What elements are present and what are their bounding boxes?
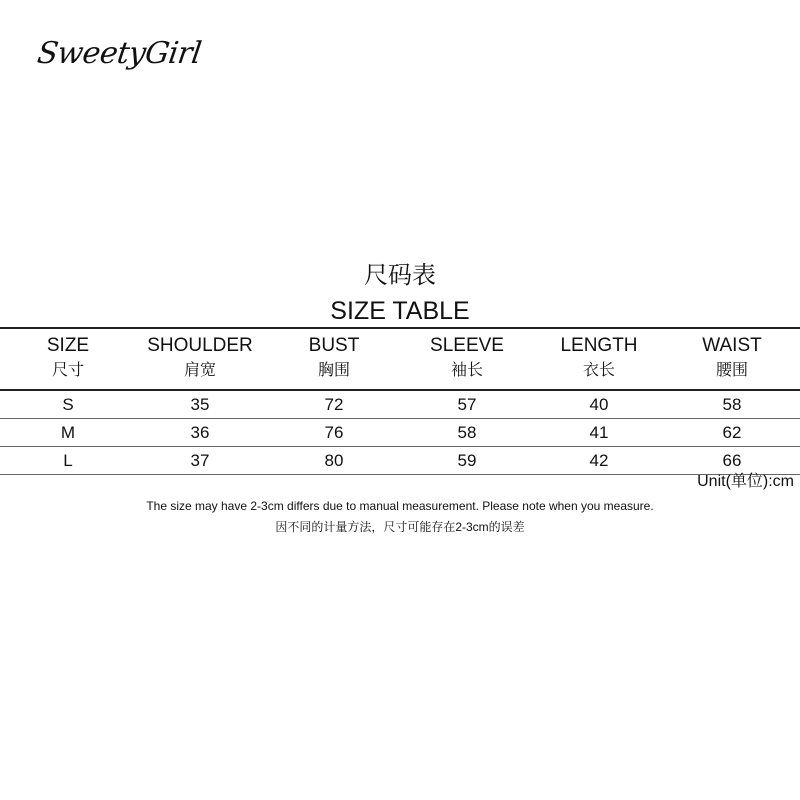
table-cell-length: 42 — [589, 451, 609, 470]
column-header-cn: 腰围 — [715, 362, 748, 379]
column-header-bust — [264, 329, 404, 381]
column-header-cn: 衣长 — [582, 362, 615, 379]
table-cell-length: 40 — [589, 395, 609, 414]
table-cell-waist: 66 — [722, 451, 742, 470]
table-cell-shoulder: 37 — [190, 451, 210, 470]
measurement-note-en: The size may have 2-3cm differs due to manual measurement. Please note when you measure. — [146, 499, 654, 513]
column-header-en: SHOULDER — [147, 335, 253, 356]
table-cell-shoulder: 36 — [190, 423, 210, 442]
table-cell-bust: 76 — [324, 423, 344, 442]
table-cell-waist: 58 — [722, 395, 742, 414]
table-cell-size: M — [60, 423, 76, 442]
column-header-cn: 袖长 — [450, 362, 483, 379]
column-header-size — [0, 329, 138, 381]
column-header-waist — [662, 329, 800, 381]
table-cell-size: L — [63, 451, 73, 470]
table-cell-bust: 80 — [324, 451, 344, 470]
measurement-note-cn: 因不同的计量方法，尺寸可能存在2-3cm的误差 — [275, 520, 525, 534]
size-table — [0, 327, 800, 475]
table-cell-sleeve: 57 — [457, 395, 477, 414]
table-cell-size: S — [62, 395, 74, 414]
column-header-en: WAIST — [702, 335, 762, 356]
table-cell-length: 41 — [589, 423, 609, 442]
table-cell-sleeve: 59 — [457, 451, 477, 470]
column-header-en: LENGTH — [560, 335, 638, 356]
column-header-cn: 尺寸 — [51, 362, 84, 379]
column-header-cn: 肩宽 — [183, 362, 216, 379]
column-header-en: SLEEVE — [430, 335, 504, 356]
table-row-l — [0, 447, 800, 474]
table-cell-waist: 62 — [722, 423, 742, 442]
table-header-row — [0, 329, 800, 389]
column-header-cn: 胸围 — [317, 362, 350, 379]
column-header-shoulder — [130, 329, 270, 381]
brand-logo: SweetyGirl — [35, 36, 204, 71]
table-cell-shoulder: 35 — [190, 395, 210, 414]
page-title-en: SIZE TABLE — [330, 297, 470, 325]
table-row-m — [0, 419, 800, 446]
column-header-en: BUST — [308, 335, 360, 356]
column-header-en: SIZE — [46, 335, 90, 356]
table-cell-bust: 72 — [324, 395, 344, 414]
table-bottom-border — [0, 474, 800, 475]
column-header-sleeve — [397, 329, 537, 381]
unit-label: Unit(单位):cm — [697, 473, 794, 490]
page-title-cn: 尺码表 — [364, 262, 436, 289]
column-header-length — [529, 329, 669, 381]
table-row-s — [0, 391, 800, 418]
table-cell-sleeve: 58 — [457, 423, 477, 442]
